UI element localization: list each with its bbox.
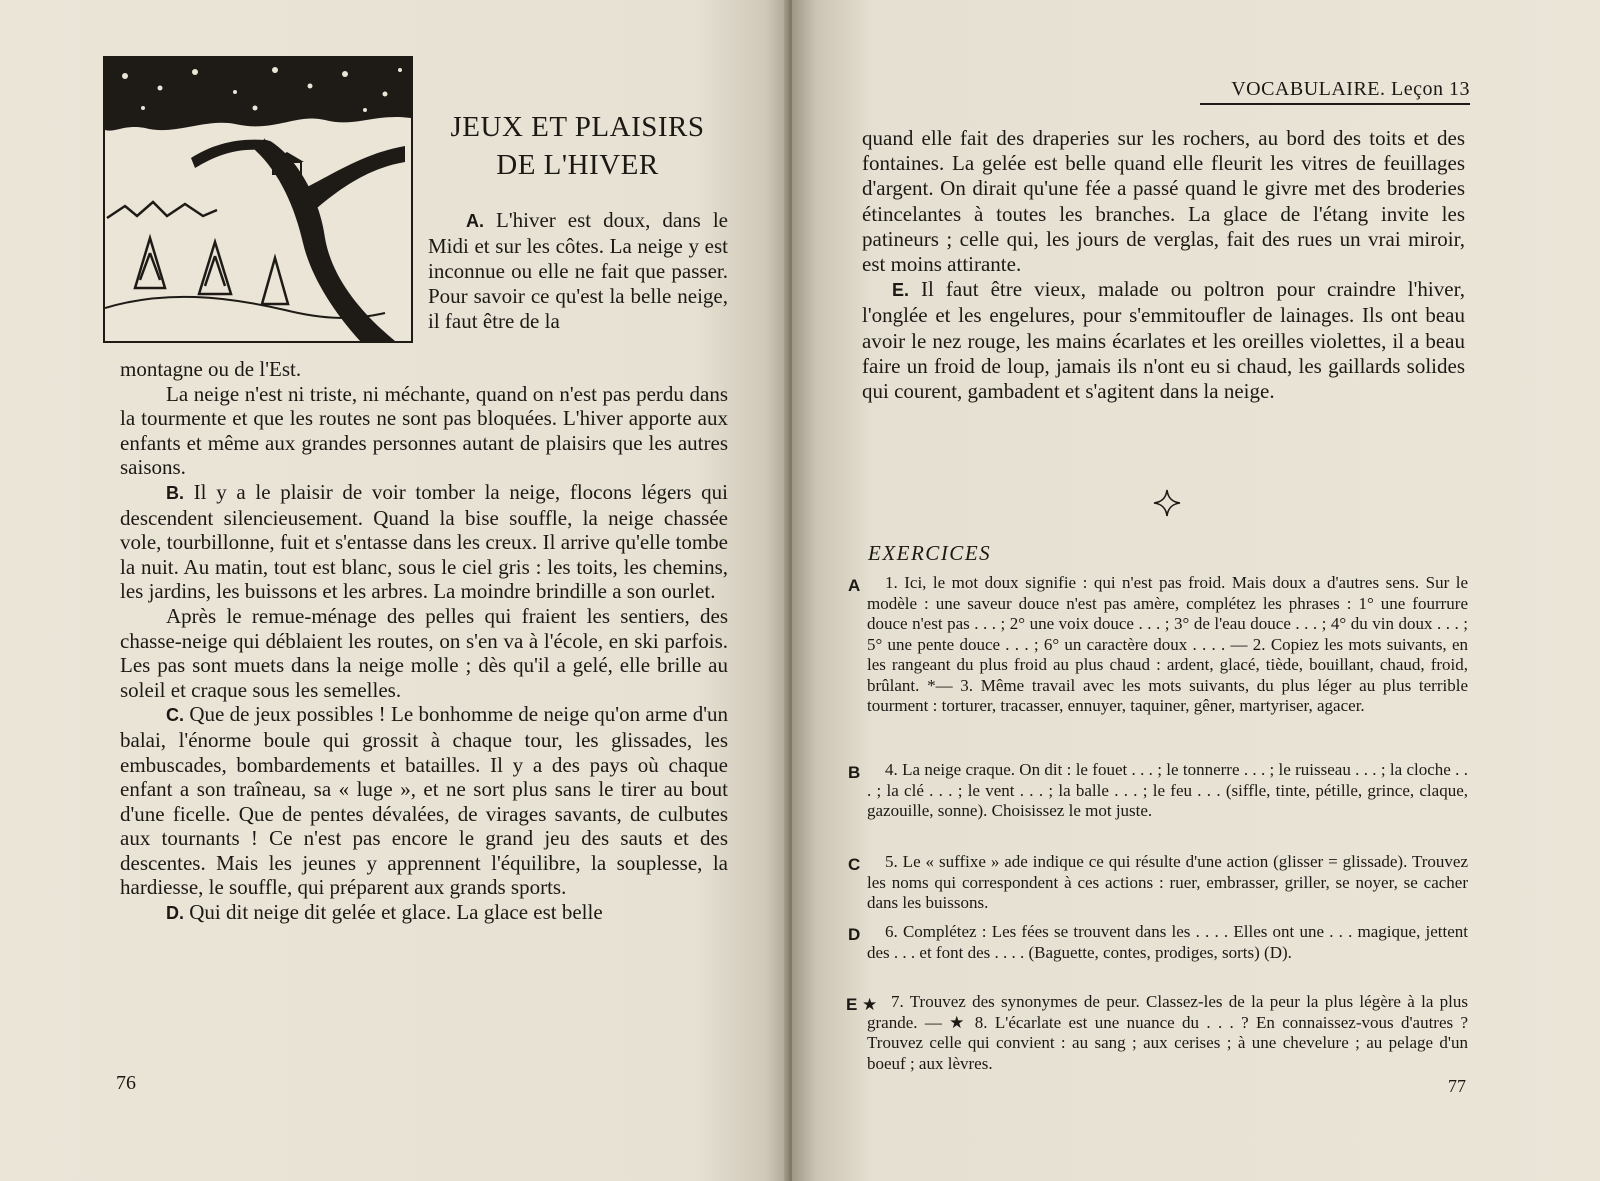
exercise-d-letter: D [848, 925, 861, 944]
paragraph-d-text: Qui dit neige dit gelée et glace. La glace est belle [184, 900, 603, 925]
diamond-ornament-icon [1152, 488, 1182, 518]
section-label-a: A. [466, 211, 484, 231]
section-label-b: B. [166, 482, 184, 503]
paragraph-d [120, 900, 728, 926]
section-label-d: D. [166, 903, 184, 924]
exercise-a [867, 573, 1468, 717]
intro-text: L'hiver est doux, dans le Midi et sur les côtes. La neige y est inconnue ou elle ne fait que passer. Pour savoir ce qu'est la belle neige, il faut être de la [428, 208, 728, 333]
winter-woodcut-illustration [103, 56, 413, 343]
paragraph-c [120, 702, 728, 900]
exercises-title: EXERCICES [868, 541, 992, 565]
page-number-left: 76 [116, 1072, 136, 1094]
title-line-2: DE L'HIVER [496, 149, 659, 181]
exercise-b-letter: B [848, 763, 861, 782]
paragraph-e [862, 277, 1465, 404]
paragraph-c-text: Que de jeux possibles ! Le bonhomme de neige qu'on arme d'un balai, l'énorme boule qui grossit à chaque tour, les glissades, les embuscades, bombardements et batailles. Il y a des pays où chaque enfant a son traîneau, sa « luge », et ne sort plus sans le tirer au bout d'une ficelle. Que de pentes dévalées, de virages savants, de culbutes aux tournants ! Ce n'est pas encore le grand jeu des sauts et des descentes. Mais les jeunes y apprennent l'équilibre, la souplesse, la hardiesse, le souffle, qui préparent aux grands sports. [120, 702, 728, 900]
exercise-d-text: 6. Complétez : Les fées se trouvent dans les . . . . Elles ont une . . . magique, jettent des . . . et font des . . . . (Baguette, contes, prodiges, sorts) (D). [867, 922, 1468, 962]
paragraph-b [120, 480, 728, 604]
paragraph-b-text: Il y a le plaisir de voir tomber la neige, flocons légers qui descendent silencieusement. Quand la bise souffle, la neige chassée vole, tourbillonne, fuit et s'entasse dans les creux. Il arrive qu'elle tombe la nuit. Au matin, tout est blanc, sous le ciel gris : les toits, les chemins, les jardins, les buissons et les arbres. La moindre brindille a son ourlet. [120, 479, 728, 604]
paragraph-e-text: Il faut être vieux, malade ou poltron pour craindre l'hiver, l'onglée et les engelures, pour s'emmitoufler de lainages. Ils ont beau avoir le nez rouge, les mains écarlates et les oreilles violettes, il a beau faire un froid de loup, jamais ils n'ont eu si chaud, les gaillards solides qui courent, gambadent et s'agitent dans la neige. [862, 277, 1465, 404]
left-page [0, 0, 790, 1181]
section-label-e: E. [892, 280, 910, 301]
exercise-b-text: 4. La neige craque. On dit : le fouet . . . ; le tonnerre . . . ; le ruisseau . . . ; la cloche . . . ; la clé . . . ; le vent . . . ; la balle . . . ; le feu . . . (siffle, tinte, pétille, grince, claque, gazouille, sonne). Choisissez le mot juste. [867, 760, 1468, 820]
paragraph-d-continuation: quand elle fait des draperies sur les rochers, au bord des toits et des fontaines. La gelée est belle quand elle fleurit les vitres de feuillages d'argent. On dirait qu'une fée a passé quand le givre met des broderies étincelantes à toutes les branches. La glace de l'étang invite les patineurs ; celle qui, les jours de verglas, fait des rues un vrai miroir, est moins attirante. [862, 126, 1465, 277]
exercise-e-letter: E ★ [846, 995, 878, 1014]
exercise-c [867, 852, 1468, 914]
exercise-a-letter: A [848, 576, 861, 595]
running-header: VOCABULAIRE. Leçon 13 [1200, 78, 1470, 105]
winter-scene-image [105, 58, 411, 341]
title-line-1: JEUX ET PLAISIRS [450, 111, 705, 143]
exercise-c-letter: C [848, 855, 861, 874]
section-label-c: C. [166, 705, 184, 726]
exercise-b [867, 760, 1468, 822]
right-main-text [862, 126, 1465, 404]
exercise-e-text: 7. Trouvez des synonymes de peur. Classez-les de la peur la plus légère à la plus grande. — ★ 8. L'écarlate est une nuance du . . . ? En connaissez-vous d'autres ? Trouvez celle qui convient : au sang ; aux cerises ; à une chevelure ; au pelage d'un boeuf ; aux lèvres. [867, 992, 1468, 1073]
exercise-c-text: 5. Le « suffixe » ade indique ce qui résulte d'une action (glisser = glissade). Trouvez les noms qui correspondent à ces actions : ruer, embrasser, griller, se noyer, se cacher dans les buissons. [867, 852, 1468, 912]
intro-continuation: montagne ou de l'Est. [120, 357, 302, 381]
chapter-title [420, 108, 735, 184]
exercise-e [867, 992, 1468, 1074]
intro-paragraph [428, 208, 728, 334]
paragraph-snow: La neige n'est ni triste, ni méchante, quand on n'est pas perdu dans la tourmente et que les routes ne sont pas bloquées. L'hiver apporte aux enfants et même aux grandes personnes autant de plaisirs que les autres saisons. [120, 381, 728, 480]
paragraph-shovels: Après le remue-ménage des pelles qui fraient les sentiers, des chasse-neige qui déblaient les routes, on s'en va à l'école, en ski parfois. Les pas sont muets dans la neige molle ; dès qu'il a gelé, elle brille au soleil et craque sous les semelles. [120, 603, 728, 702]
exercise-d [867, 922, 1468, 963]
left-main-text [120, 357, 728, 926]
exercise-a-text: 1. Ici, le mot doux signifie : qui n'est pas froid. Mais doux a d'autres sens. Sur le modèle : une saveur douce n'est pas amère, complétez les phrases : 1° une fourrure douce n'est pas . . . ; 2° une voix douce . . . ; 3° de l'eau douce . . . ; 4° du vin doux . . . ; 5° une pente douce . . . ; 6° un caractère doux . . . . — 2. Copiez les mots suivants, en les rangeant du plus froid au plus chaud : ardent, glacé, tiède, bouillant, chaud, froid, brûlant. *— 3. Même travail avec les mots suivants, du plus léger au plus terrible tourment : torturer, tracasser, ennuyer, taquiner, gêner, martyriser, agacer. [867, 573, 1468, 715]
page-number-right: 77 [1448, 1076, 1466, 1096]
